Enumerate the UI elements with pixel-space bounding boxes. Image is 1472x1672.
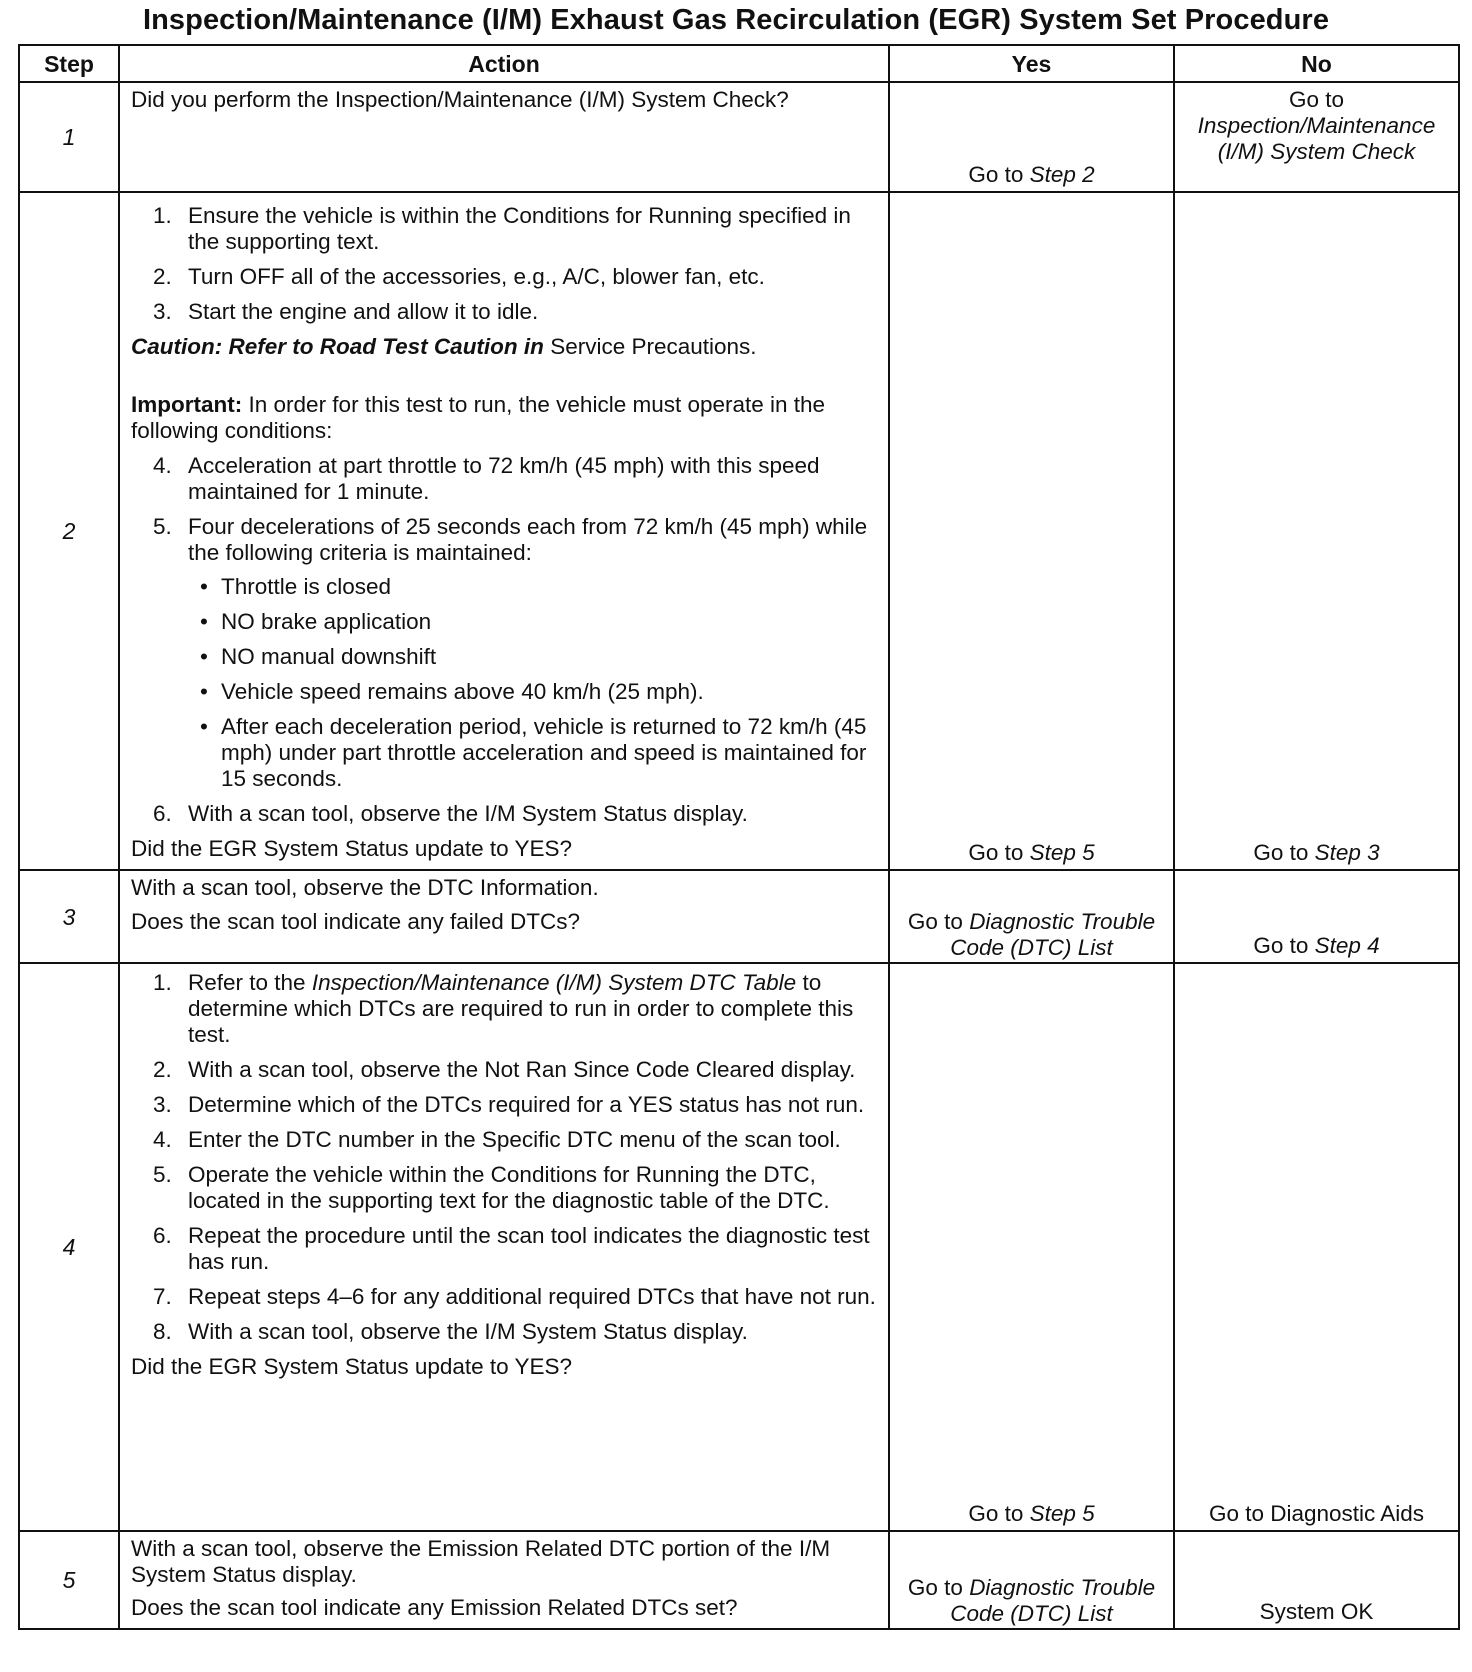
step2-list-b xyxy=(131,453,880,827)
bullet-item: • Vehicle speed remains above 40 km/h (25 mph). xyxy=(200,679,704,704)
list-item: 4. Acceleration at part throttle to 72 km/h (45 mph) with this speed maintained for 1 minute. xyxy=(153,453,820,504)
bullet-item: • Throttle is closed xyxy=(200,574,392,599)
yes-cell: Go to Step 5 xyxy=(889,192,1174,870)
step-number: 5 xyxy=(19,1531,119,1629)
goto-diagnostic-aids-link[interactable]: Go to Diagnostic Aids xyxy=(1208,1501,1425,1526)
step5-question: Does the scan tool indicate any Emission Related DTCs set? xyxy=(131,1595,738,1620)
goto-im-system-check-link[interactable]: Inspection/Maintenance (I/M) System Check xyxy=(1197,113,1436,164)
goto-step-2-link[interactable]: Step 2 xyxy=(1029,162,1095,187)
table-row-step-3 xyxy=(19,870,1459,963)
list-item: 1. Refer to the Inspection/Maintenance (I/M) System DTC Table to determine which DTCs are required to run in order to complete this test. xyxy=(153,970,854,1047)
no-cell xyxy=(1174,963,1459,1531)
step1-question: Did you perform the Inspection/Maintenance (I/M) System Check? xyxy=(131,87,789,112)
step4-list xyxy=(131,970,880,1345)
list-item: 3. Determine which of the DTCs required for a YES status has not run. xyxy=(153,1092,865,1117)
yes-cell: Go to Diagnostic Trouble Code (DTC) List xyxy=(889,870,1174,963)
step-number: 1 xyxy=(19,82,119,192)
header-no: No xyxy=(1174,45,1459,82)
table-row-step-1 xyxy=(19,82,1459,192)
table-row-step-4 xyxy=(19,963,1459,1531)
list-item: 7. Repeat steps 4–6 for any additional required DTCs that have not run. xyxy=(153,1284,876,1309)
bullet-item: • NO manual downshift xyxy=(200,644,437,669)
procedure-table xyxy=(18,44,1460,1630)
table-row-step-5 xyxy=(19,1531,1459,1629)
action-cell xyxy=(119,1531,889,1629)
list-item: 5. Operate the vehicle within the Conditions for Running the DTC, located in the supporting text for the diagnostic table of the DTC. xyxy=(153,1162,830,1213)
header-step: Step xyxy=(19,45,119,82)
no-cell: Go to Step 4 xyxy=(1174,870,1459,963)
goto-dtc-list-link[interactable]: Diagnostic Trouble Code (DTC) List xyxy=(950,1575,1156,1626)
list-item: 4. Enter the DTC number in the Specific DTC menu of the scan tool. xyxy=(153,1127,841,1152)
action-cell xyxy=(119,963,889,1531)
step-number: 3 xyxy=(19,870,119,963)
list-item: 2. Turn OFF all of the accessories, e.g., A/C, blower fan, etc. xyxy=(153,264,765,289)
list-item: 3. Start the engine and allow it to idle. xyxy=(153,299,539,324)
no-prefix: Go to xyxy=(1288,87,1345,112)
action-cell xyxy=(119,192,889,870)
no-cell xyxy=(1174,1531,1459,1629)
table-row-step-2 xyxy=(19,192,1459,870)
bullet-item: • After each deceleration period, vehicle is returned to 72 km/h (45 mph) under part throttle acceleration and speed is maintained for 15 seconds. xyxy=(200,714,867,791)
document-title: Inspection/Maintenance (I/M) Exhaust Gas Recirculation (EGR) System Set Procedure xyxy=(142,4,1330,36)
yes-cell: Go to Diagnostic Trouble Code (DTC) List xyxy=(889,1531,1174,1629)
goto-step-5-link[interactable]: Step 5 xyxy=(1029,1501,1095,1526)
step4-question: Did the EGR System Status update to YES? xyxy=(131,1354,573,1379)
criteria-bullets xyxy=(188,574,880,792)
no-cell: Go to Step 3 xyxy=(1174,192,1459,870)
important-note: Important: In order for this test to run, the vehicle must operate in the following conditions: xyxy=(131,392,826,443)
no-cell xyxy=(1174,82,1459,192)
im-dtc-table-link[interactable]: Inspection/Maintenance (I/M) System DTC Table xyxy=(311,970,797,995)
yes-cell xyxy=(889,82,1174,192)
goto-dtc-list-link[interactable]: Diagnostic Trouble Code (DTC) List xyxy=(950,909,1156,960)
caution-note: Caution: Refer to Road Test Caution in Service Precautions. xyxy=(131,334,757,359)
list-item: 6. Repeat the procedure until the scan tool indicates the diagnostic test has run. xyxy=(153,1223,870,1274)
system-ok-text: System OK xyxy=(1259,1599,1374,1624)
list-item: 2. With a scan tool, observe the Not Ran Since Code Cleared display. xyxy=(153,1057,856,1082)
list-item: 6. With a scan tool, observe the I/M System Status display. xyxy=(153,801,748,826)
list-item: 5. Four decelerations of 25 seconds each from 72 km/h (45 mph) while the following criteria is maintained: • Throttle is closed • NO brake application • NO manual downshift • Vehicle speed remains above 40 km/h (25 mph). • After each deceleration period, vehicle is returned to 72 km/h (45 mph) under part throttle acceleration and speed is maintained for 15 seconds. xyxy=(131,514,880,792)
yes-prefix: Go to xyxy=(968,162,1030,187)
action-cell xyxy=(119,82,889,192)
step-number: 4 xyxy=(19,963,119,1531)
action-cell xyxy=(119,870,889,963)
goto-step-5-link[interactable]: Step 5 xyxy=(1029,840,1095,865)
goto-step-3-link[interactable]: Step 3 xyxy=(1314,840,1380,865)
yes-cell: Go to Step 5 xyxy=(889,963,1174,1531)
header-action: Action xyxy=(119,45,889,82)
list-item: 1. Ensure the vehicle is within the Conditions for Running specified in the supporting text. xyxy=(153,203,851,254)
step2-list-a xyxy=(131,203,880,325)
bullet-item: • NO brake application xyxy=(200,609,432,634)
step-number: 2 xyxy=(19,192,119,870)
step3-question: Does the scan tool indicate any failed DTCs? xyxy=(131,909,580,934)
list-item: 8. With a scan tool, observe the I/M System Status display. xyxy=(153,1319,748,1344)
step3-instruction: With a scan tool, observe the DTC Information. xyxy=(131,875,599,900)
header-yes: Yes xyxy=(889,45,1174,82)
step2-question: Did the EGR System Status update to YES? xyxy=(131,836,573,861)
header-row xyxy=(19,45,1459,82)
goto-step-4-link[interactable]: Step 4 xyxy=(1314,933,1380,958)
step5-instruction: With a scan tool, observe the Emission Related DTC portion of the I/M System Status display. xyxy=(131,1536,831,1587)
